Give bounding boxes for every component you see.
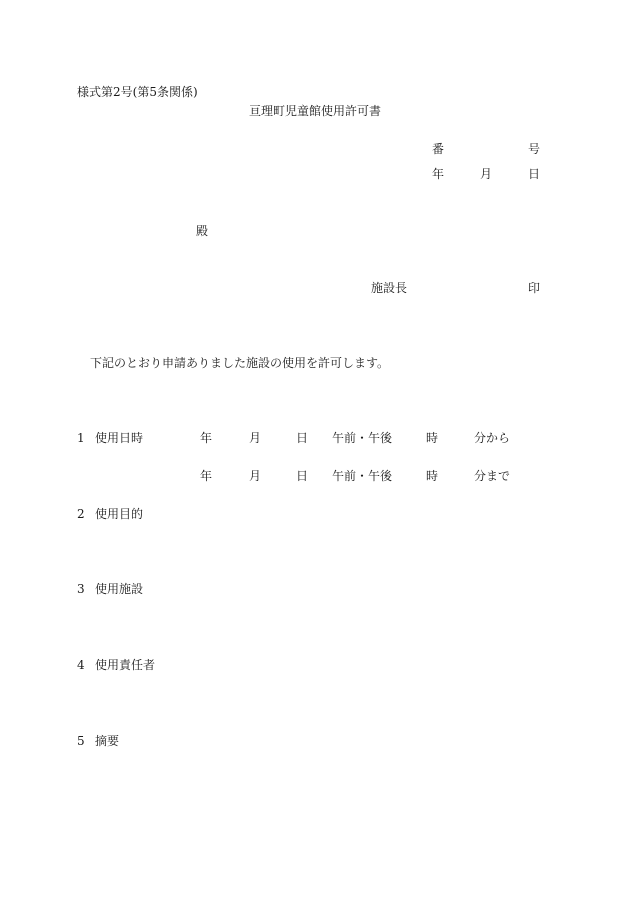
item-number: 3	[77, 582, 85, 596]
body-text: 下記のとおり申請ありました施設の使用を許可します。	[90, 356, 390, 370]
from-ampm: 午前・午後	[332, 431, 393, 445]
to-minute-suffix: 分まで	[474, 469, 511, 483]
item-number: 1	[77, 431, 85, 445]
to-hour: 時	[426, 469, 439, 483]
item-label-usage-purpose: 使用目的	[95, 507, 144, 521]
to-ampm: 午前・午後	[332, 469, 393, 483]
date-month: 月	[480, 167, 493, 181]
issuer-title: 施設長	[371, 281, 408, 295]
item-number: 2	[77, 507, 85, 521]
from-year: 年	[200, 431, 213, 445]
number-suffix: 号	[528, 142, 541, 156]
item-number: 5	[77, 734, 85, 748]
from-minute-suffix: 分から	[474, 431, 511, 445]
from-day: 日	[296, 431, 309, 445]
document-title: 亘理町児童館使用許可書	[249, 104, 382, 118]
item-number: 4	[77, 658, 85, 672]
to-year: 年	[200, 469, 213, 483]
number-label: 番	[432, 142, 445, 156]
item-label-responsible-person: 使用責任者	[95, 658, 156, 672]
date-day: 日	[528, 167, 541, 181]
form-label: 様式第2号(第5条関係)	[77, 85, 198, 99]
item-label-usage-datetime: 使用日時	[95, 431, 144, 445]
item-label-facility: 使用施設	[95, 582, 144, 596]
date-year: 年	[432, 167, 445, 181]
from-month: 月	[249, 431, 262, 445]
from-hour: 時	[426, 431, 439, 445]
to-day: 日	[296, 469, 309, 483]
to-month: 月	[249, 469, 262, 483]
item-label-remarks: 摘要	[95, 734, 120, 748]
seal-mark: 印	[528, 281, 541, 295]
addressee-suffix: 殿	[196, 224, 209, 238]
